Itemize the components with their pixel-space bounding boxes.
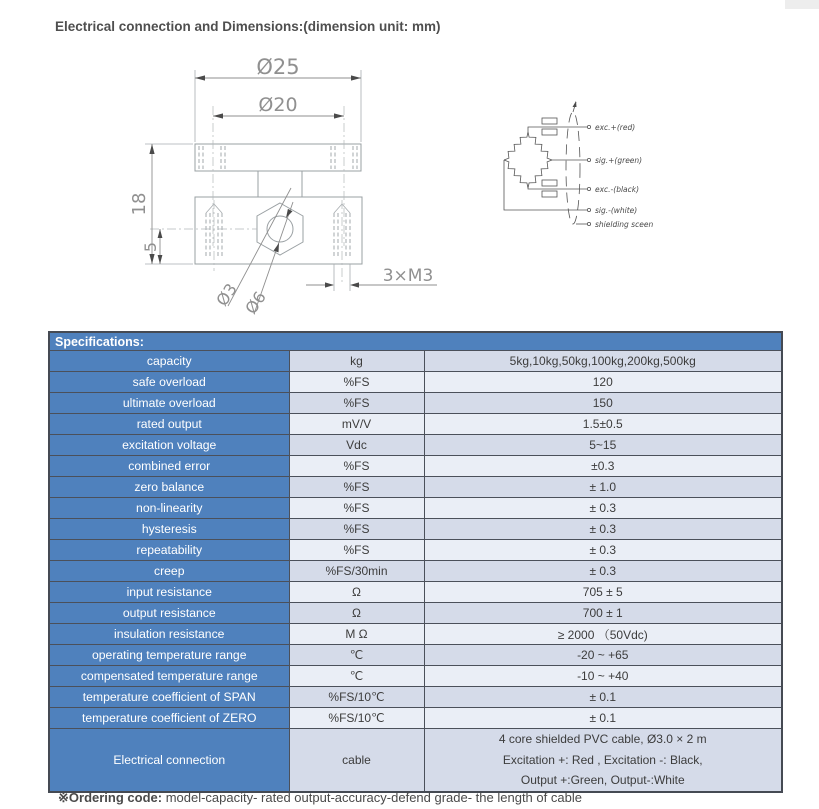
spec-name: creep	[49, 561, 289, 582]
dim-label-18: 18	[129, 192, 150, 216]
spec-value: ± 0.1	[424, 687, 782, 708]
table-row	[49, 498, 782, 519]
table-row	[49, 561, 782, 582]
wire-label-exc-plus: exc.+(red)	[595, 123, 636, 132]
spec-unit: %FS/10℃	[289, 708, 424, 729]
spec-unit: mV/V	[289, 414, 424, 435]
table-row	[49, 456, 782, 477]
spec-unit: cable	[289, 729, 424, 793]
table-row	[49, 624, 782, 645]
wire-label-shield: shielding sceen	[595, 220, 654, 229]
spec-name: output resistance	[49, 603, 289, 624]
table-row	[49, 351, 782, 372]
spec-value: 700 ± 1	[424, 603, 782, 624]
spec-name: non-linearity	[49, 498, 289, 519]
spec-value: 120	[424, 372, 782, 393]
spec-value: -10 ~ +40	[424, 666, 782, 687]
spec-unit: Vdc	[289, 435, 424, 456]
spec-value: 705 ± 5	[424, 582, 782, 603]
table-row	[49, 393, 782, 414]
spec-value: 5~15	[424, 435, 782, 456]
table-row	[49, 435, 782, 456]
dim-label-d25: Ø25	[256, 55, 300, 79]
spec-value: -20 ~ +65	[424, 645, 782, 666]
table-row	[49, 708, 782, 729]
spec-unit: %FS	[289, 519, 424, 540]
spec-name: capacity	[49, 351, 289, 372]
ordering-code-label: ※Ordering code:	[58, 790, 163, 805]
spec-name: combined error	[49, 456, 289, 477]
spec-name: hysteresis	[49, 519, 289, 540]
spec-unit: Ω	[289, 582, 424, 603]
spec-unit: %FS/10℃	[289, 687, 424, 708]
spec-name: temperature coefficient of ZERO	[49, 708, 289, 729]
spec-name: Electrical connection	[49, 729, 289, 793]
spec-value: ± 0.1	[424, 708, 782, 729]
dim-label-5: 5	[141, 241, 160, 253]
spec-value: ± 0.3	[424, 498, 782, 519]
wire-label-exc-minus: exc.-(black)	[595, 185, 640, 194]
hidden-thread-lines	[199, 146, 357, 258]
wire-label-sig-plus: sig.+(green)	[595, 156, 643, 165]
table-row	[49, 540, 782, 561]
spec-name: compensated temperature range	[49, 666, 289, 687]
table-row	[49, 372, 782, 393]
spec-name: input resistance	[49, 582, 289, 603]
wiring-diagram	[504, 101, 653, 229]
cable-spec-line: Excitation +: Red , Excitation -: Black,	[502, 752, 703, 767]
table-title: Specifications:	[49, 332, 782, 351]
table-row	[49, 645, 782, 666]
spec-unit: %FS	[289, 540, 424, 561]
table-row	[49, 603, 782, 624]
dimension-labels	[129, 55, 433, 317]
dimension-drawing	[0, 0, 819, 330]
spec-name: ultimate overload	[49, 393, 289, 414]
spec-name: zero balance	[49, 477, 289, 498]
spec-unit: kg	[289, 351, 424, 372]
spec-name: operating temperature range	[49, 645, 289, 666]
table-row	[49, 582, 782, 603]
cable-spec-line: Output +:Green, Output-:White	[520, 773, 685, 788]
ordering-code-text: model-capacity- rated output-accuracy-defend grade- the length of cable	[162, 790, 582, 805]
table-row-electrical-connection	[49, 729, 782, 793]
spec-value: ± 1.0	[424, 477, 782, 498]
page-title: Electrical connection and Dimensions:(dimension unit: mm)	[55, 19, 441, 34]
spec-unit: %FS	[289, 477, 424, 498]
spec-unit: %FS	[289, 393, 424, 414]
spec-value: ±0.3	[424, 456, 782, 477]
wire-label-sig-minus: sig.-(white)	[595, 206, 638, 215]
spec-name: insulation resistance	[49, 624, 289, 645]
spec-unit: %FS	[289, 498, 424, 519]
spec-value: 150	[424, 393, 782, 414]
spec-name: safe overload	[49, 372, 289, 393]
spec-value	[424, 729, 782, 793]
spec-value: ± 0.3	[424, 519, 782, 540]
dim-label-d20: Ø20	[258, 94, 298, 116]
spec-name: temperature coefficient of SPAN	[49, 687, 289, 708]
spec-unit: Ω	[289, 603, 424, 624]
spec-unit: %FS	[289, 372, 424, 393]
spec-unit: ℃	[289, 666, 424, 687]
spec-name: rated output	[49, 414, 289, 435]
spec-unit: %FS	[289, 456, 424, 477]
spec-unit: M Ω	[289, 624, 424, 645]
spec-unit: ℃	[289, 645, 424, 666]
specifications-table	[48, 331, 783, 793]
spec-value: 5kg,10kg,50kg,100kg,200kg,500kg	[424, 351, 782, 372]
spec-value: 1.5±0.5	[424, 414, 782, 435]
spec-value: ≥ 2000 （50Vdc)	[424, 624, 782, 645]
cable-spec-line: 4 core shielded PVC cable, Ø3.0 × 2 m	[498, 732, 707, 747]
spec-value: ± 0.3	[424, 540, 782, 561]
spec-name: excitation voltage	[49, 435, 289, 456]
table-row	[49, 687, 782, 708]
spec-value: ± 0.3	[424, 561, 782, 582]
table-header-row	[49, 332, 782, 351]
table-row	[49, 666, 782, 687]
ordering-code-note	[58, 790, 582, 806]
table-row	[49, 519, 782, 540]
spec-unit: %FS/30min	[289, 561, 424, 582]
table-row	[49, 477, 782, 498]
dim-label-d3: Ø3	[212, 279, 241, 310]
dim-label-d6: Ø6	[241, 287, 270, 318]
dim-label-3xm3: 3×M3	[382, 266, 434, 286]
spec-name: repeatability	[49, 540, 289, 561]
table-row	[49, 414, 782, 435]
center-lines	[150, 106, 344, 283]
